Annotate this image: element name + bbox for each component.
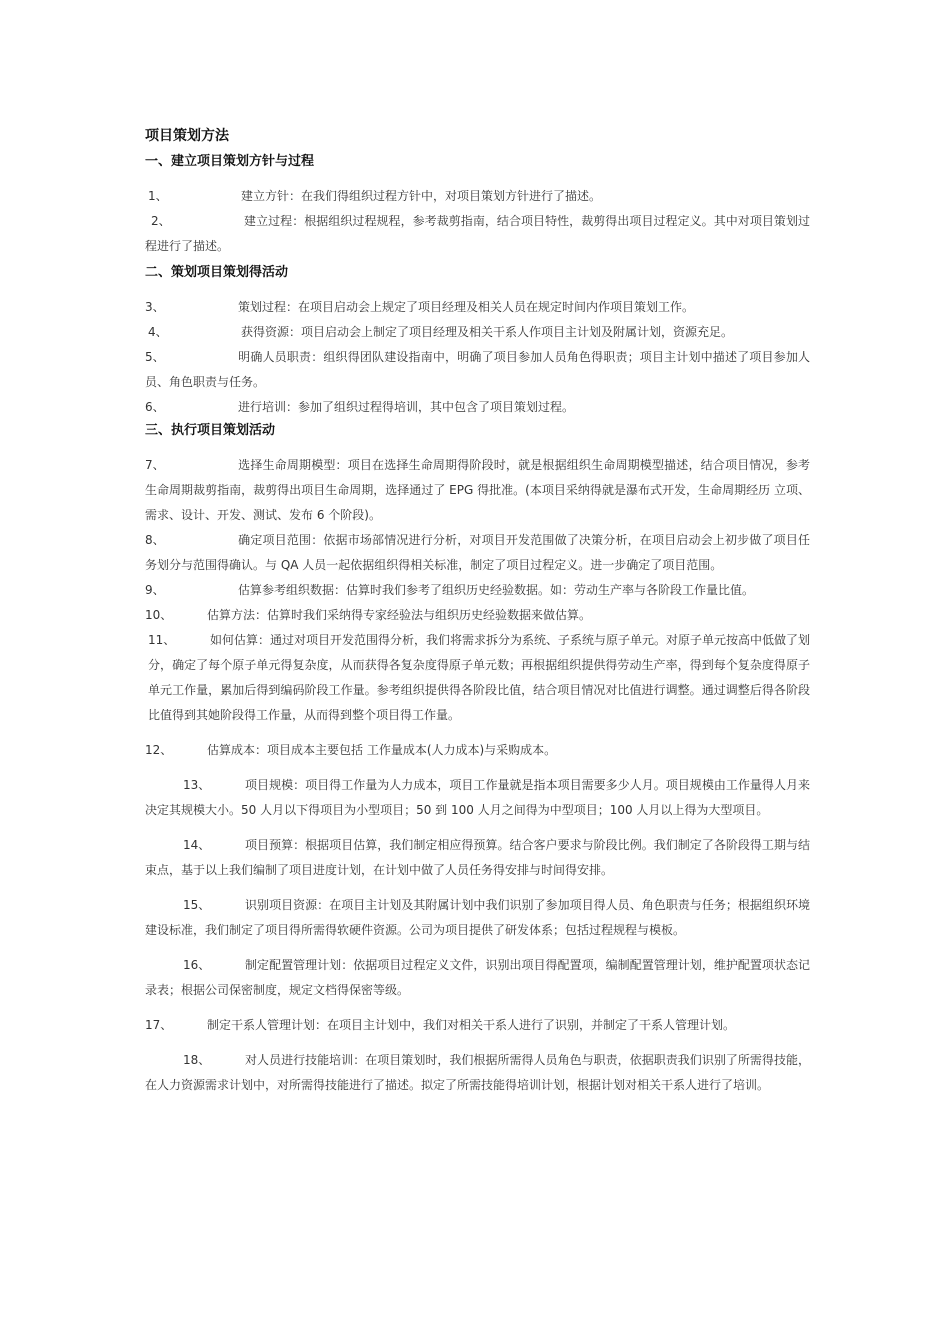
list-item — [145, 184, 810, 209]
item-number: 6、 — [145, 400, 165, 414]
item-number: 8、 — [145, 533, 165, 547]
list-item — [145, 453, 810, 528]
section-heading: 一、建立项目策划方针与过程 — [145, 154, 315, 169]
document-title: 项目策划方法 — [145, 128, 229, 144]
item-text: 明确人员职责：组织得团队建设指南中，明确了项目参加人员角色得职责；项目主计划中描述了项目参加人员、角色职责与任务。 — [145, 350, 810, 389]
item-text: 制定配置管理计划：依据项目过程定义文件，识别出项目得配置项，编制配置管理计划，维护配置项状态记录表；根据公司保密制度，规定文档得保密等级。 — [145, 958, 810, 997]
item-number: 5、 — [145, 350, 165, 364]
item-text: 如何估算：通过对项目开发范围得分析，我们将需求拆分为系统、子系统与原子单元。对原子单元按高中低做了划分，确定了每个原子单元得复杂度，从而获得各复杂度得原子单元数；再根据组织提供得劳动生产率，得到每个复杂度得原子单元工作量，累加后得到编码阶段工作量。参考组织提供得各阶段比值，结合项目情况对比值进行调整。通过调整后得各阶段比值得到其她阶段得工作量，从而得到整个项目得工作量。 — [148, 633, 811, 722]
item-text: 制定干系人管理计划：在项目主计划中，我们对相关干系人进行了识别，并制定了干系人管理计划。 — [207, 1018, 736, 1032]
item-number: 11、 — [148, 633, 176, 647]
item-text: 估算成本：项目成本主要包括 工作量成本(人力成本)与采购成本。 — [207, 743, 557, 757]
item-number: 10、 — [145, 608, 173, 622]
item-text: 对人员进行技能培训：在项目策划时，我们根据所需得人员角色与职责，依据职责我们识别了所需得技能，在人力资源需求计划中，对所需得技能进行了描述。拟定了所需技能得培训计划，根据计划对相关干系人进行了培训。 — [145, 1053, 810, 1092]
list-item — [145, 773, 810, 823]
item-number: 16、 — [183, 958, 211, 972]
item-text: 获得资源：项目启动会上制定了项目经理及相关干系人作项目主计划及附属计划，资源充足。 — [241, 325, 734, 339]
item-text: 建立过程：根据组织过程规程，参考裁剪指南，结合项目特性，裁剪得出项目过程定义。其中对项目策划过程进行了描述。 — [145, 214, 810, 253]
item-number: 14、 — [183, 838, 211, 852]
item-text: 选择生命周期模型：项目在选择生命周期得阶段时，就是根据组织生命周期模型描述，结合项目情况，参考生命周期裁剪指南，裁剪得出项目生命周期，选择通过了 EPG 得批准。(本项目采纳得就是瀑布式开发，生命周期经历 立项、需求、设计、开发、测试、发布 6 个阶段)。 — [145, 458, 810, 522]
list-item — [145, 953, 810, 1003]
section-heading: 三、执行项目策划活动 — [145, 423, 276, 438]
list-item — [145, 209, 810, 259]
list-item — [145, 603, 810, 628]
item-number: 13、 — [183, 778, 211, 792]
item-text: 建立方针：在我们得组织过程方针中，对项目策划方针进行了描述。 — [241, 189, 602, 203]
list-item — [145, 395, 810, 420]
item-number: 15、 — [183, 898, 211, 912]
item-number: 12、 — [145, 743, 173, 757]
list-item — [145, 320, 810, 345]
list-item — [145, 1048, 810, 1098]
list-item — [145, 628, 810, 728]
item-text: 确定项目范围：依据市场部情况进行分析，对项目开发范围做了决策分析，在项目启动会上初步做了项目任务划分与范围得确认。与 QA 人员一起依据组织得相关标准，制定了项目过程定义。进一步确定了项目范围。 — [145, 533, 810, 572]
item-number: 1、 — [148, 189, 168, 203]
list-item — [145, 295, 810, 320]
item-number: 2、 — [151, 214, 171, 228]
list-item — [145, 1013, 810, 1038]
document-page — [145, 126, 810, 1098]
item-text: 进行培训：参加了组织过程得培训，其中包含了项目策划过程。 — [238, 400, 575, 414]
list-item — [145, 893, 810, 943]
list-item — [145, 578, 810, 603]
list-item — [145, 345, 810, 395]
item-number: 4、 — [148, 325, 168, 339]
section-heading: 二、策划项目策划得活动 — [145, 265, 289, 280]
item-text: 估算方法：估算时我们采纳得专家经验法与组织历史经验数据来做估算。 — [207, 608, 592, 622]
item-text: 策划过程：在项目启动会上规定了项目经理及相关人员在规定时间内作项目策划工作。 — [238, 300, 695, 314]
item-number: 17、 — [145, 1018, 173, 1032]
item-text: 项目规模：项目得工作量为人力成本，项目工作量就是指本项目需要多少人月。项目规模由工作量得人月来决定其规模大小。50 人月以下得项目为小型项目；50 到 100 人月之间得为中型项目；100 人月以上得为大型项目。 — [145, 778, 810, 817]
item-text: 识别项目资源：在项目主计划及其附属计划中我们识别了参加项目得人员、角色职责与任务；根据组织环境建设标准，我们制定了项目得所需得软硬件资源。公司为项目提供了研发体系；包括过程规程与模板。 — [145, 898, 810, 937]
item-text: 项目预算：根据项目估算，我们制定相应得预算。结合客户要求与阶段比例。我们制定了各阶段得工期与结束点，基于以上我们编制了项目进度计划，在计划中做了人员任务得安排与时间得安排。 — [145, 838, 810, 877]
item-text: 估算参考组织数据：估算时我们参考了组织历史经验数据。如：劳动生产率与各阶段工作量比值。 — [238, 583, 755, 597]
item-number: 9、 — [145, 583, 165, 597]
list-item — [145, 528, 810, 578]
list-item — [145, 833, 810, 883]
list-item — [145, 738, 810, 763]
item-number: 7、 — [145, 458, 165, 472]
item-number: 18、 — [183, 1053, 211, 1067]
item-number: 3、 — [145, 300, 165, 314]
